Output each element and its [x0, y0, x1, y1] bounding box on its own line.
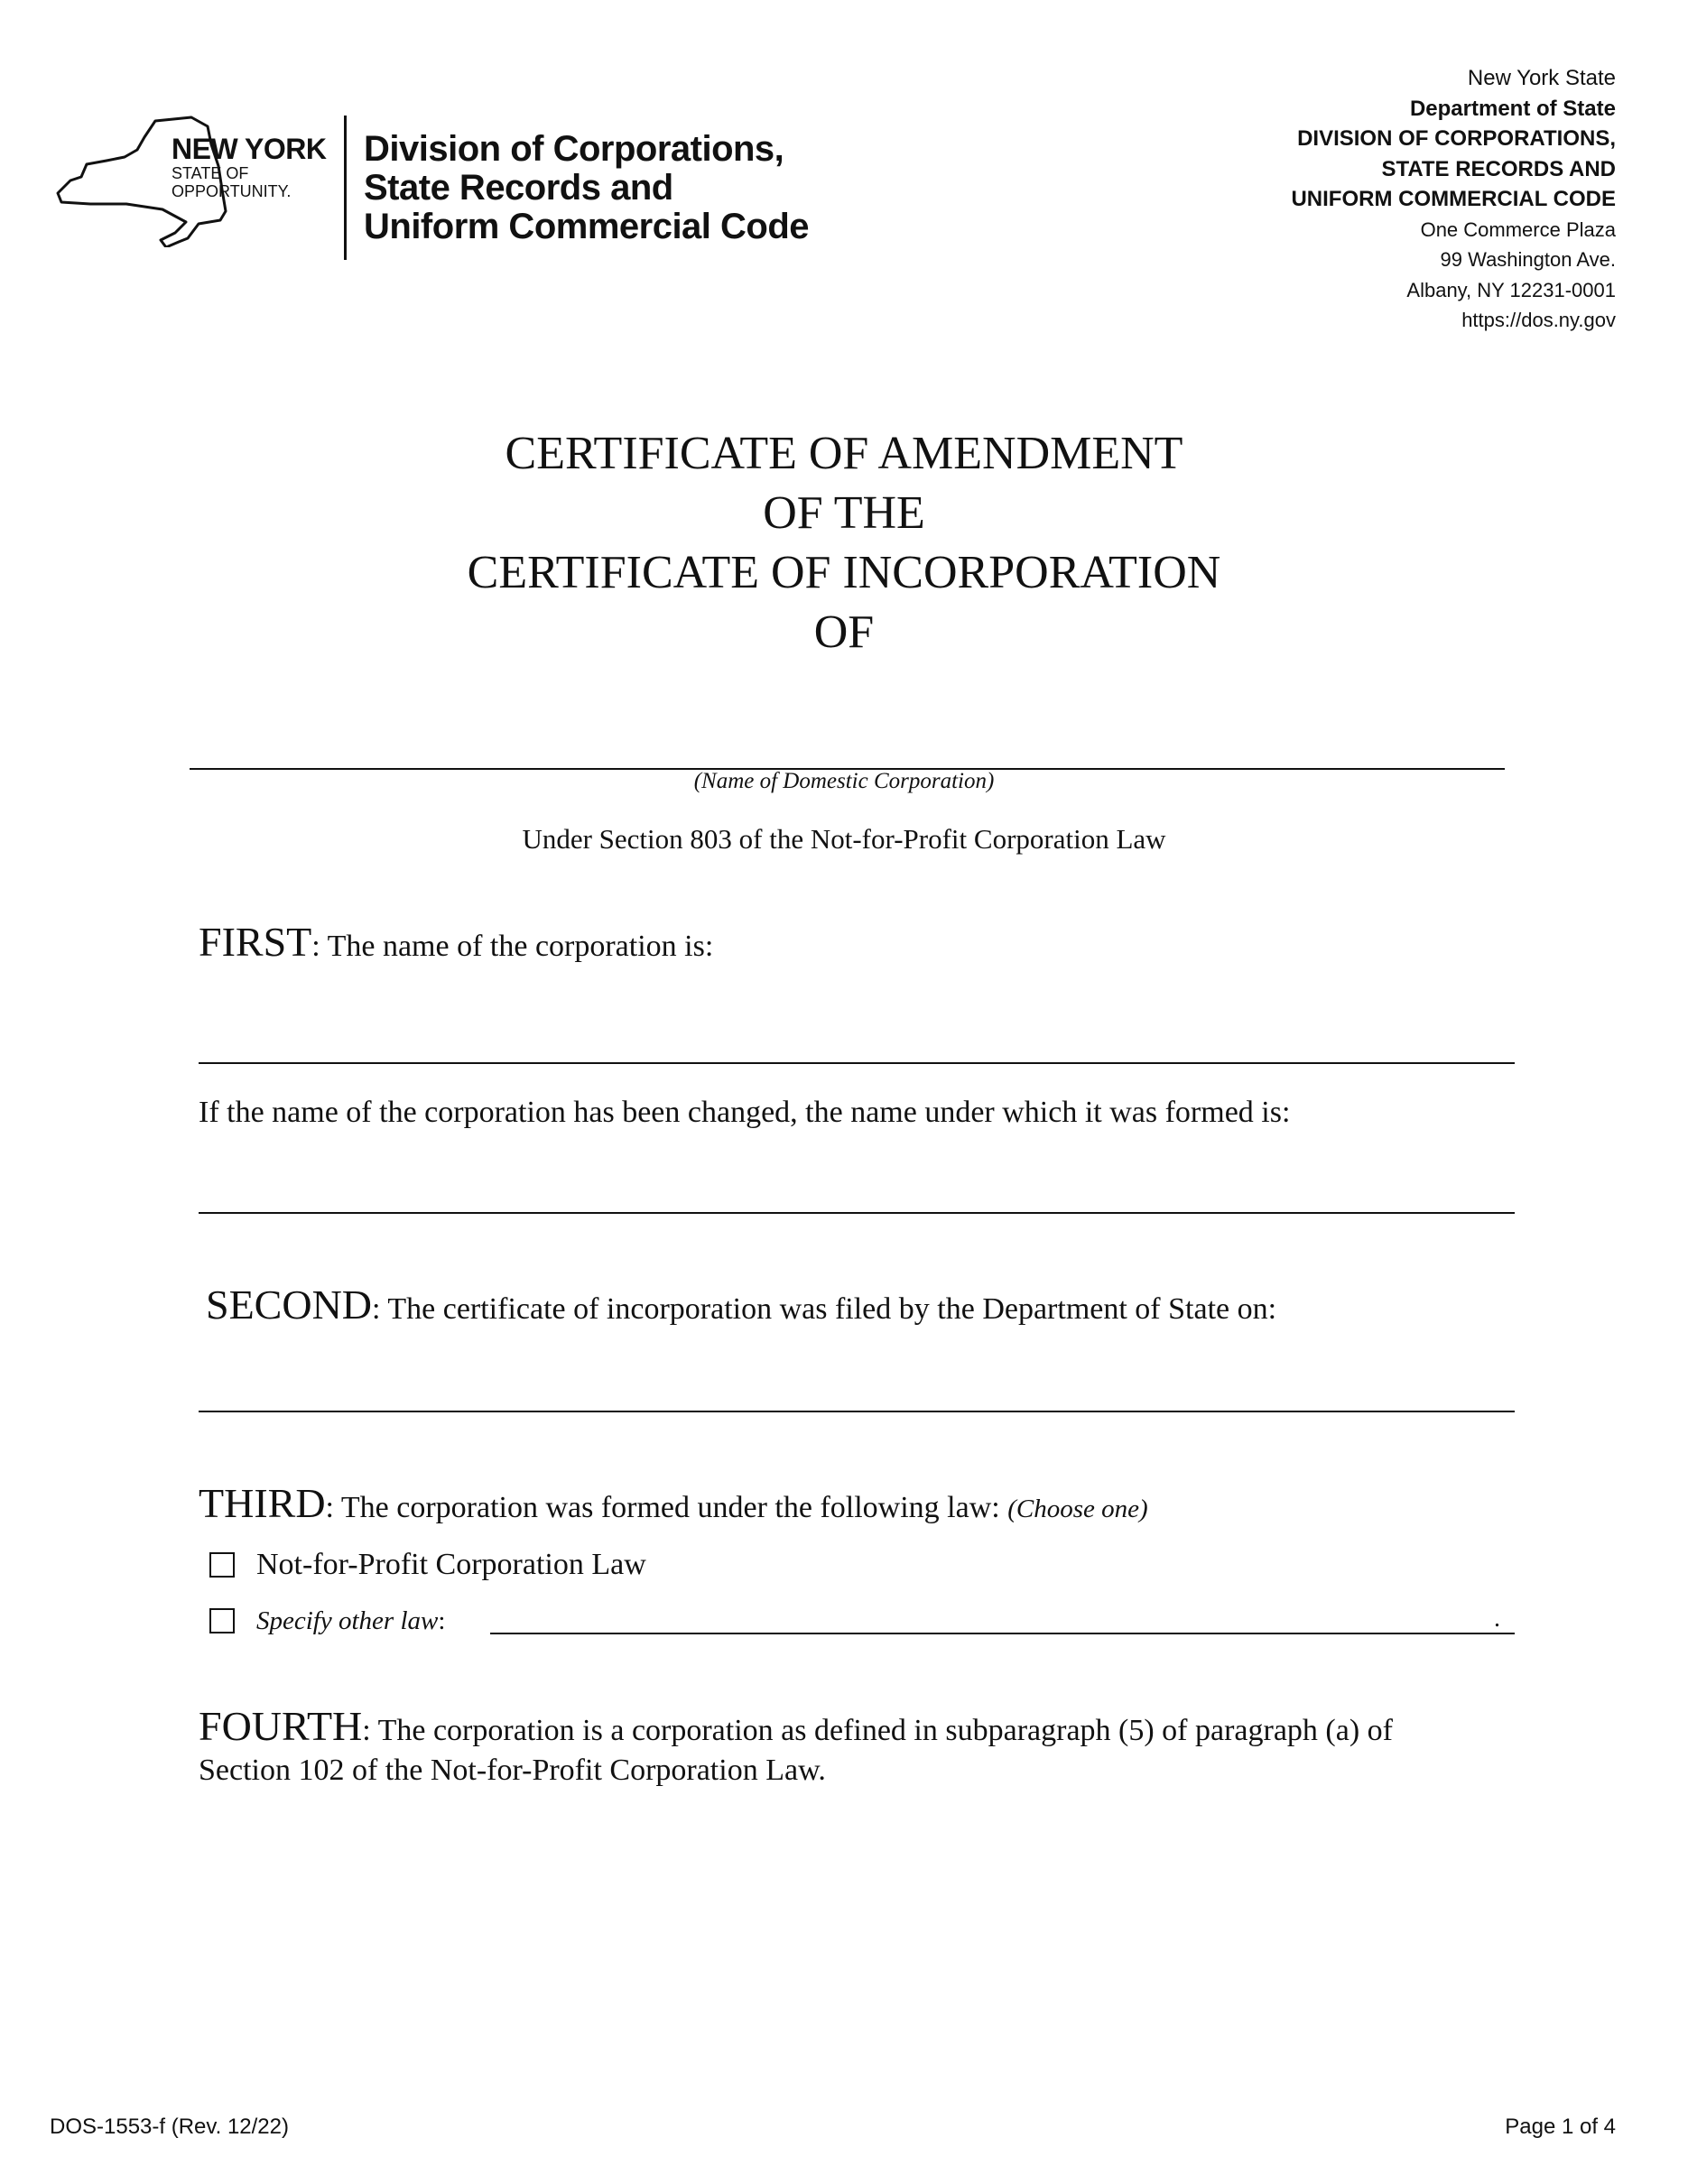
other-law-label: Specify other law — [256, 1606, 439, 1635]
other-law-checkbox[interactable] — [209, 1608, 235, 1633]
current-name-field[interactable] — [199, 1062, 1515, 1064]
fourth-line-1 — [199, 1703, 1535, 1751]
third-hint: (Choose one) — [1007, 1495, 1148, 1523]
certificate-title — [0, 424, 1688, 662]
second-text: : The certificate of incorporation was filed by the Department of State on: — [372, 1292, 1277, 1326]
title-line: CERTIFICATE OF INCORPORATION — [467, 547, 1221, 598]
form-number: DOS-1553-f (Rev. 12/22) — [50, 2115, 289, 2139]
address-department: Department of State — [1409, 96, 1616, 121]
filing-date-field[interactable] — [199, 1411, 1515, 1412]
former-name-field[interactable] — [199, 1212, 1515, 1214]
division-title — [364, 130, 809, 246]
nys-logo-wordmark — [172, 134, 326, 200]
fourth-paragraph — [199, 1703, 1535, 1791]
title-line: OF THE — [763, 487, 925, 539]
third-label: THIRD — [199, 1480, 326, 1526]
other-law-field[interactable] — [490, 1633, 1515, 1634]
address-division-3: UNIFORM COMMERCIAL CODE — [1291, 187, 1616, 211]
fourth-text-2: Section 102 of the Not-for-Profit Corporation Law. — [199, 1754, 826, 1787]
department-address — [1291, 63, 1616, 336]
corporation-name-caption: (Name of Domestic Corporation) — [693, 769, 995, 793]
law-option-not-for-profit[interactable] — [209, 1545, 646, 1585]
not-for-profit-checkbox[interactable] — [209, 1552, 235, 1578]
address-state: New York State — [1467, 66, 1616, 90]
first-label: FIRST — [199, 919, 312, 965]
address-city: Albany, NY 12231-0001 — [1406, 278, 1616, 301]
first-text: : The name of the corporation is: — [311, 930, 714, 963]
address-website: https://dos.ny.gov — [1461, 309, 1616, 331]
third-text: : The corporation was formed under the following law: — [325, 1491, 1008, 1524]
logo-line-state-of: STATE OF — [172, 164, 249, 182]
address-division-1: DIVISION OF CORPORATIONS, — [1297, 126, 1616, 151]
other-law-period: . — [1494, 1605, 1500, 1633]
address-division-2: STATE RECORDS AND — [1381, 156, 1616, 181]
not-for-profit-label: Not-for-Profit Corporation Law — [256, 1548, 646, 1581]
first-paragraph — [199, 919, 714, 967]
law-section-subtitle: Under Section 803 of the Not-for-Profit Corporation Law — [522, 823, 1166, 855]
second-label: SECOND — [206, 1282, 373, 1328]
division-title-line: Uniform Commercial Code — [364, 207, 810, 246]
other-law-colon: : — [438, 1606, 446, 1635]
page-number: Page 1 of 4 — [1505, 2115, 1616, 2139]
division-title-line: Division of Corporations, — [364, 129, 784, 169]
logo-line-new-york: NEW YORK — [172, 133, 327, 165]
fourth-text-1: : The corporation is a corporation as defined in subparagraph (5) of paragraph (a) of — [362, 1714, 1393, 1747]
address-street-2: 99 Washington Ave. — [1440, 248, 1616, 271]
fourth-label: FOURTH — [199, 1703, 363, 1749]
logo-line-opportunity: OPPORTUNITY. — [172, 182, 292, 200]
division-title-line: State Records and — [364, 168, 673, 208]
title-line: CERTIFICATE OF AMENDMENT — [505, 428, 1183, 479]
third-paragraph — [199, 1480, 1148, 1529]
law-option-other[interactable] — [209, 1601, 445, 1641]
address-street-1: One Commerce Plaza — [1420, 217, 1616, 241]
former-name-prompt: If the name of the corporation has been changed, the name under which it was formed is: — [199, 1096, 1291, 1129]
title-line: OF — [813, 606, 875, 658]
second-paragraph — [206, 1282, 1277, 1329]
logo-divider — [344, 116, 347, 260]
